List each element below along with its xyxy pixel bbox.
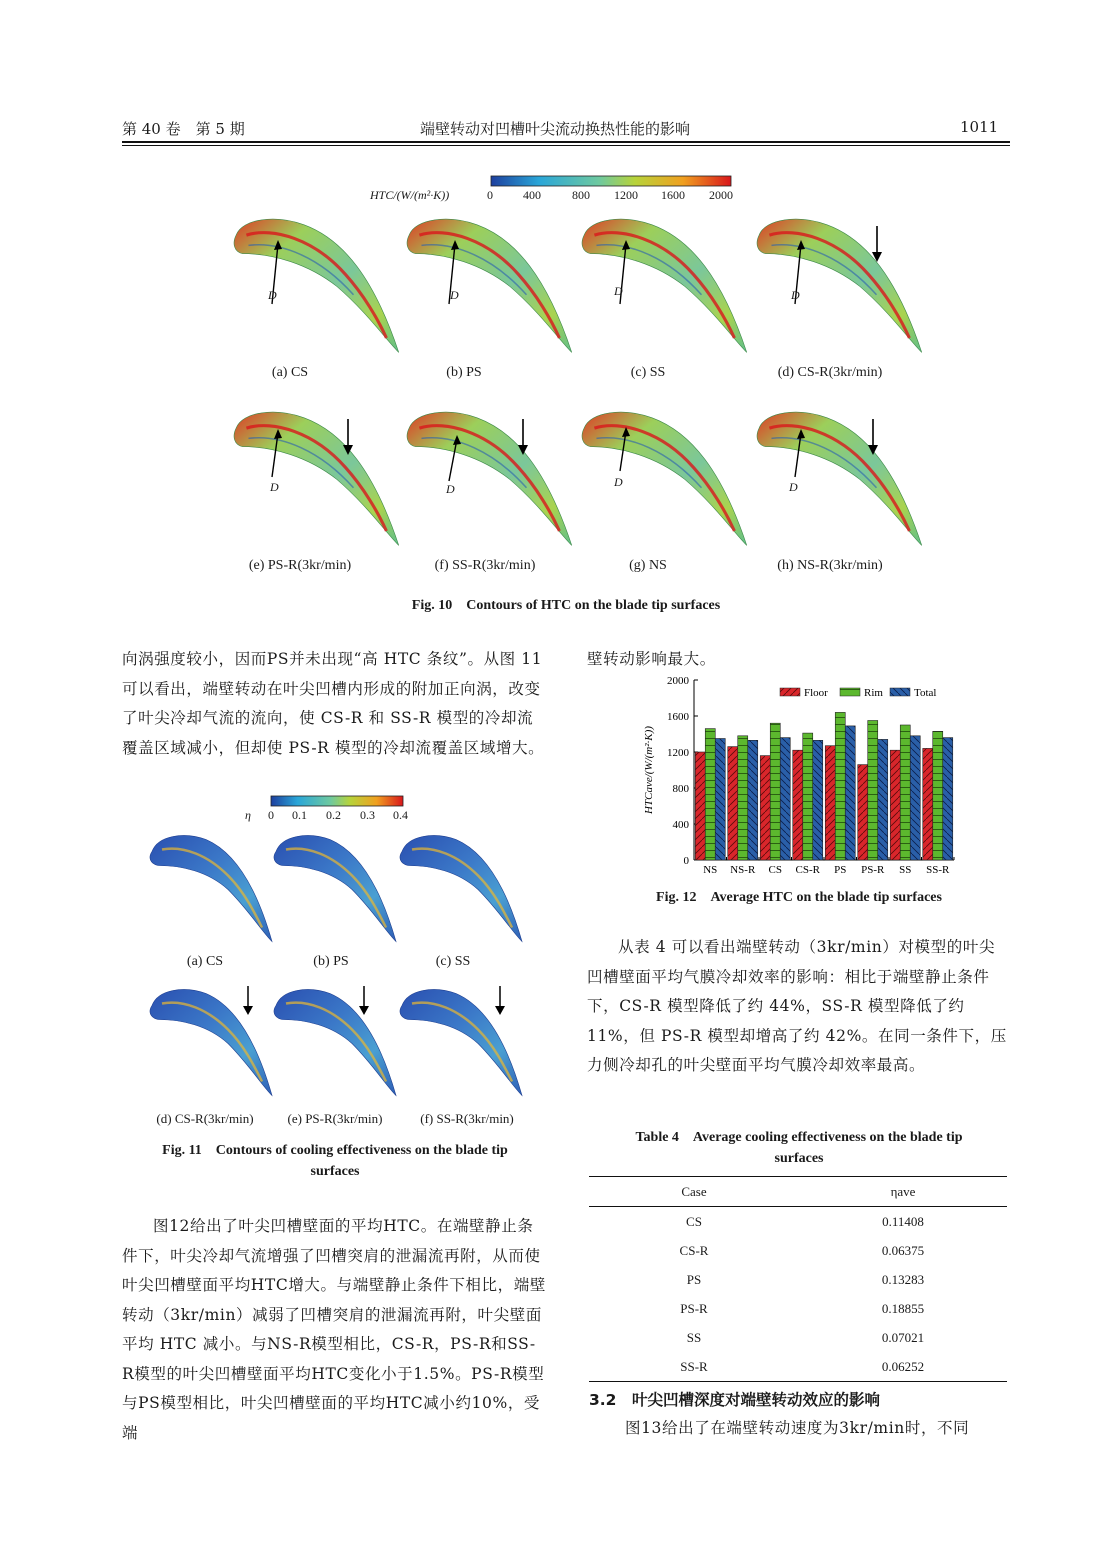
fig10-marker-label: D [446, 482, 455, 496]
fig10-caption: Fig. 10 Contours of HTC on the blade tip surfaces [411, 598, 721, 613]
table-cell: 0.07021 [881, 1329, 925, 1345]
table-cell: 0.11408 [882, 1213, 924, 1229]
x-tick-label: NS-R [730, 864, 756, 876]
bar-total [715, 739, 725, 861]
fig11-panel-label: (e) PS-R(3kr/min) [287, 1111, 383, 1126]
fig10-marker-label: D [268, 288, 277, 302]
legend-label: Total [914, 687, 937, 699]
bar-total [813, 740, 823, 860]
fig11-blade-contour [272, 982, 402, 1100]
x-tick-label: PS-R [861, 864, 885, 876]
fig11-panel-label: (f) SS-R(3kr/min) [420, 1111, 514, 1126]
header-volume: 第 40 卷 第 5 期 [122, 120, 245, 138]
fig11-caption: Fig. 11 Contours of cooling effectiveness on the blade tip [162, 1143, 508, 1158]
fig10-blade-contour [405, 405, 580, 550]
bar-floor [923, 748, 933, 860]
bar-total [878, 739, 888, 860]
bar-rim [900, 725, 910, 860]
legend-swatch [780, 688, 800, 696]
bar-rim [770, 723, 780, 860]
fig10-panel-label: (c) SS [630, 365, 666, 380]
table-cell: PS-R [680, 1300, 708, 1316]
bar-rim [868, 721, 878, 861]
fig10-tick: 2000 [709, 188, 733, 202]
fig10-tick: 1600 [661, 188, 685, 202]
table4-caption-cont: surfaces [774, 1151, 824, 1166]
fig11-tick: 0 [268, 808, 274, 822]
header-title: 端壁转动对凹槽叶尖流动换热性能的影响 [420, 120, 691, 138]
bar-floor [793, 750, 803, 860]
fig10-blade-contour [232, 212, 407, 357]
fig11-tick: 0.3 [360, 808, 375, 822]
fig10-panel-label: (g) NS [629, 558, 667, 573]
legend-swatch [840, 688, 860, 696]
fig11-blade-contour [148, 828, 278, 946]
fig11-blade-contour [398, 828, 528, 946]
fig10-tick: 800 [572, 188, 590, 202]
x-tick-label: PS [834, 864, 847, 876]
y-tick-label: 800 [672, 783, 689, 795]
fig10-blade-contour [580, 212, 755, 357]
bar-total [845, 726, 855, 860]
table-cell: CS [686, 1213, 702, 1229]
table-cell: 0.06375 [881, 1242, 925, 1258]
bar-total [910, 736, 920, 860]
fig10-marker-label: D [614, 284, 623, 298]
fig10-tick: 1200 [614, 188, 638, 202]
fig10-colorbar-label: HTC/(W/(m²·K)) [370, 188, 450, 202]
body-paragraph: 从表 4 可以看出端壁转动（3kr/min）对模型的叶尖凹槽壁面平均气膜冷却效率的影响：相比于端壁静止条件下，CS-R 模型降低了约 44%，SS-R 模型降低了约 11%，但 PS-R 模型却增高了约 42%。在同一条件下，压力侧冷却孔的叶尖壁面平均气膜冷却效率最高。 [587, 938, 1007, 1074]
header-rule-thin [122, 145, 1010, 146]
fig11-blade-contour [398, 982, 528, 1100]
table-row [589, 1323, 1007, 1352]
fig10-blade-contour [405, 212, 580, 357]
fig10-colorbar [490, 172, 732, 184]
fig10-blade-contour [580, 405, 755, 550]
body-paragraph: 向涡强度较小，因而PS并未出现“高 HTC 条纹”。从图 11 可以看出，端壁转动在叶尖凹槽内形成的附加正向涡，改变了叶尖冷却气流的流向，使 CS-R 和 SS-R 模型的冷却流覆盖区域减小，但却使 PS-R 模型的冷却流覆盖区域增大。 [122, 650, 545, 757]
fig11-blade-contour [272, 828, 402, 946]
legend-swatch [890, 688, 910, 696]
y-tick-label: 400 [672, 819, 689, 831]
table-row [589, 1294, 1007, 1323]
bar-total [943, 738, 953, 860]
fig12-caption: Fig. 12 Average HTC on the blade tip surfaces [656, 890, 942, 905]
body-paragraph: 图13给出了在端壁转动速度为3kr/min时，不同 [625, 1419, 970, 1437]
x-tick-label: CS-R [795, 864, 820, 876]
bar-floor [760, 756, 770, 860]
fig10-panel-label: (e) PS-R(3kr/min) [248, 558, 352, 573]
header-page-number: 1011 [960, 118, 999, 136]
fig10-panel-label: (d) CS-R(3kr/min) [777, 365, 883, 380]
fig10-panel-label: (f) SS-R(3kr/min) [434, 558, 536, 573]
bar-floor [695, 752, 705, 860]
y-tick-label: 1200 [667, 747, 689, 759]
table4-caption: Table 4 Average cooling effectiveness on the blade tip [635, 1130, 963, 1145]
y-tick-label: 2000 [667, 675, 689, 687]
table-header: Case [681, 1183, 707, 1199]
table-row [589, 1265, 1007, 1294]
y-axis-label: HTCave/(W/(m²·K)) [643, 726, 655, 814]
table-row [589, 1352, 1007, 1382]
bar-total [780, 738, 790, 860]
fig10-marker-label: D [789, 480, 798, 494]
legend-label: Floor [804, 687, 828, 699]
y-tick-label: 0 [683, 855, 689, 867]
table-cell: 0.06252 [881, 1358, 925, 1374]
section-heading: 3.2 叶尖凹槽深度对端壁转动效应的影响 [589, 1391, 880, 1409]
fig10-blade-contour [232, 405, 407, 550]
fig10-marker-label: D [270, 480, 279, 494]
x-tick-label: SS [899, 864, 912, 876]
fig11-colorbar-label: η [245, 808, 251, 822]
bar-rim [705, 729, 715, 860]
fig10-marker-label: D [614, 475, 623, 489]
fig11-caption-cont: surfaces [310, 1164, 360, 1179]
fig11-panel-label: (a) CS [186, 954, 224, 969]
fig10-panel-label: (b) PS [446, 365, 482, 380]
fig11-panel-label: (b) PS [313, 954, 349, 969]
bar-rim [738, 736, 748, 860]
x-tick-label: CS [768, 864, 782, 876]
table-header: ηave [890, 1183, 916, 1199]
fig11-tick: 0.2 [326, 808, 341, 822]
table-cell: PS [686, 1271, 702, 1287]
bar-total [748, 740, 758, 860]
table-cell: 0.18855 [881, 1300, 925, 1316]
bar-rim [803, 733, 813, 860]
table-cell: 0.13283 [881, 1271, 925, 1287]
table4 [589, 1176, 1007, 1382]
fig11-tick: 0.1 [292, 808, 307, 822]
fig10-blade-contour [755, 212, 930, 357]
bar-rim [933, 731, 943, 860]
fig11-panel-label: (c) SS [435, 954, 471, 969]
fig10-tick: 0 [487, 188, 493, 202]
legend-label: Rim [864, 687, 883, 699]
table-row [589, 1207, 1007, 1237]
fig10-panel-label: (a) CS [271, 365, 309, 380]
fig10-marker-label: D [450, 288, 459, 302]
body-paragraph: 壁转动影响最大。 [587, 650, 716, 668]
fig10-blade-contour [755, 405, 930, 550]
table-cell: SS [686, 1329, 702, 1345]
table-cell: SS-R [680, 1358, 708, 1374]
bar-floor [890, 750, 900, 860]
table-row [589, 1236, 1007, 1265]
header-rule [122, 141, 1010, 143]
y-tick-label: 1600 [667, 711, 689, 723]
fig11-panel-label: (d) CS-R(3kr/min) [156, 1111, 254, 1126]
fig10-marker-label: D [791, 288, 800, 302]
fig11-blade-contour [148, 982, 278, 1100]
fig11-colorbar [270, 792, 404, 804]
table-cell: CS-R [679, 1242, 709, 1258]
x-tick-label: SS-R [926, 864, 950, 876]
fig12-bar-chart [632, 672, 962, 882]
x-tick-label: NS [703, 864, 718, 876]
bar-floor [825, 746, 835, 860]
bar-floor [858, 765, 868, 860]
fig10-tick: 400 [523, 188, 541, 202]
bar-rim [835, 712, 845, 860]
fig10-panel-label: (h) NS-R(3kr/min) [777, 558, 883, 573]
fig11-tick: 0.4 [393, 808, 408, 822]
body-paragraph: 图12给出了叶尖凹槽壁面的平均HTC。在端壁静止条件下，叶尖冷却气流增强了凹槽突肩的泄漏流再附，从而使叶尖凹槽壁面平均HTC增大。与端壁静止条件下相比，端壁转动（3kr/min）减弱了凹槽突肩的泄漏流再附，叶尖壁面平均 HTC 减小。与NS-R模型相比，CS-R，PS-R和SS-R模型的叶尖凹槽壁面平均HTC变化小于1.5%。PS-R模型与PS模型相比，叶尖凹槽壁面的平均HTC减小约10%，受端 [122, 1217, 546, 1442]
bar-floor [728, 747, 738, 860]
